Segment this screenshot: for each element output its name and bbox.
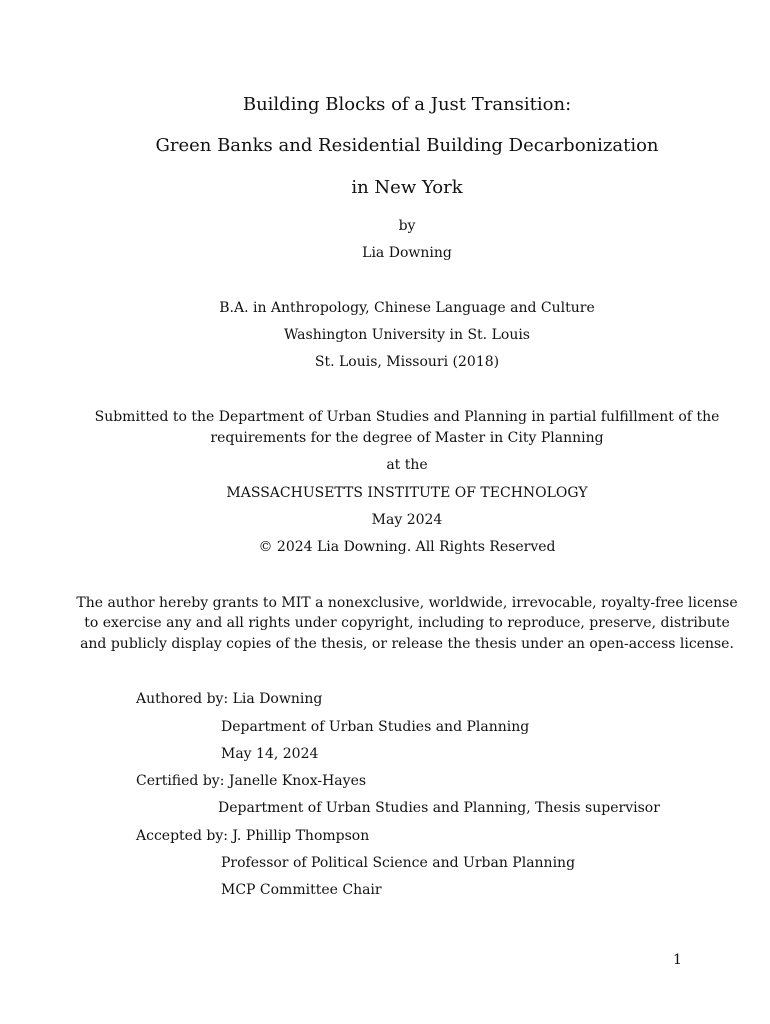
license-line-2: to exercise any and all rights under copyright, including to reproduce, preserve, distribute	[84, 615, 730, 631]
title-line-1: Building Blocks of a Just Transition:	[242, 94, 572, 115]
submission-date: May 2024	[371, 512, 443, 528]
license-line-1: The author hereby grants to MIT a nonexclusive, worldwide, irrevocable, royalty-free license	[76, 595, 738, 611]
prior-location-year: St. Louis, Missouri (2018)	[314, 354, 500, 370]
page-number: 1	[673, 952, 682, 968]
accepted-by-label: Accepted by: J. Phillip Thompson	[136, 828, 370, 844]
prior-degree: B.A. in Anthropology, Chinese Language and Culture	[219, 300, 595, 316]
submission-line-1: Submitted to the Department of Urban Studies and Planning in partial fulfillment of the	[94, 409, 720, 425]
authored-by-label: Authored by: Lia Downing	[136, 691, 323, 707]
authored-department: Department of Urban Studies and Planning	[221, 719, 530, 735]
certified-role: Department of Urban Studies and Planning, Thesis supervisor	[218, 800, 660, 816]
title-line-2: Green Banks and Residential Building Decarbonization	[155, 135, 659, 156]
submission-at: at the	[386, 457, 428, 473]
license-line-3: and publicly display copies of the thesis, or release the thesis under an open-access license.	[80, 636, 734, 652]
accepted-role-2: MCP Committee Chair	[221, 882, 382, 898]
certified-by-label: Certified by: Janelle Knox-Hayes	[136, 773, 367, 789]
title-line-3: in New York	[351, 177, 463, 198]
authored-date: May 14, 2024	[221, 746, 319, 762]
by-label: by	[398, 218, 416, 234]
submission-line-2: requirements for the degree of Master in City Planning	[210, 430, 604, 446]
institute-name: MASSACHUSETTS INSTITUTE OF TECHNOLOGY	[226, 485, 588, 501]
copyright-notice: © 2024 Lia Downing. All Rights Reserved	[258, 539, 556, 555]
accepted-role-1: Professor of Political Science and Urban Planning	[221, 855, 576, 871]
prior-institution: Washington University in St. Louis	[284, 327, 530, 343]
author-name: Lia Downing	[362, 245, 452, 261]
